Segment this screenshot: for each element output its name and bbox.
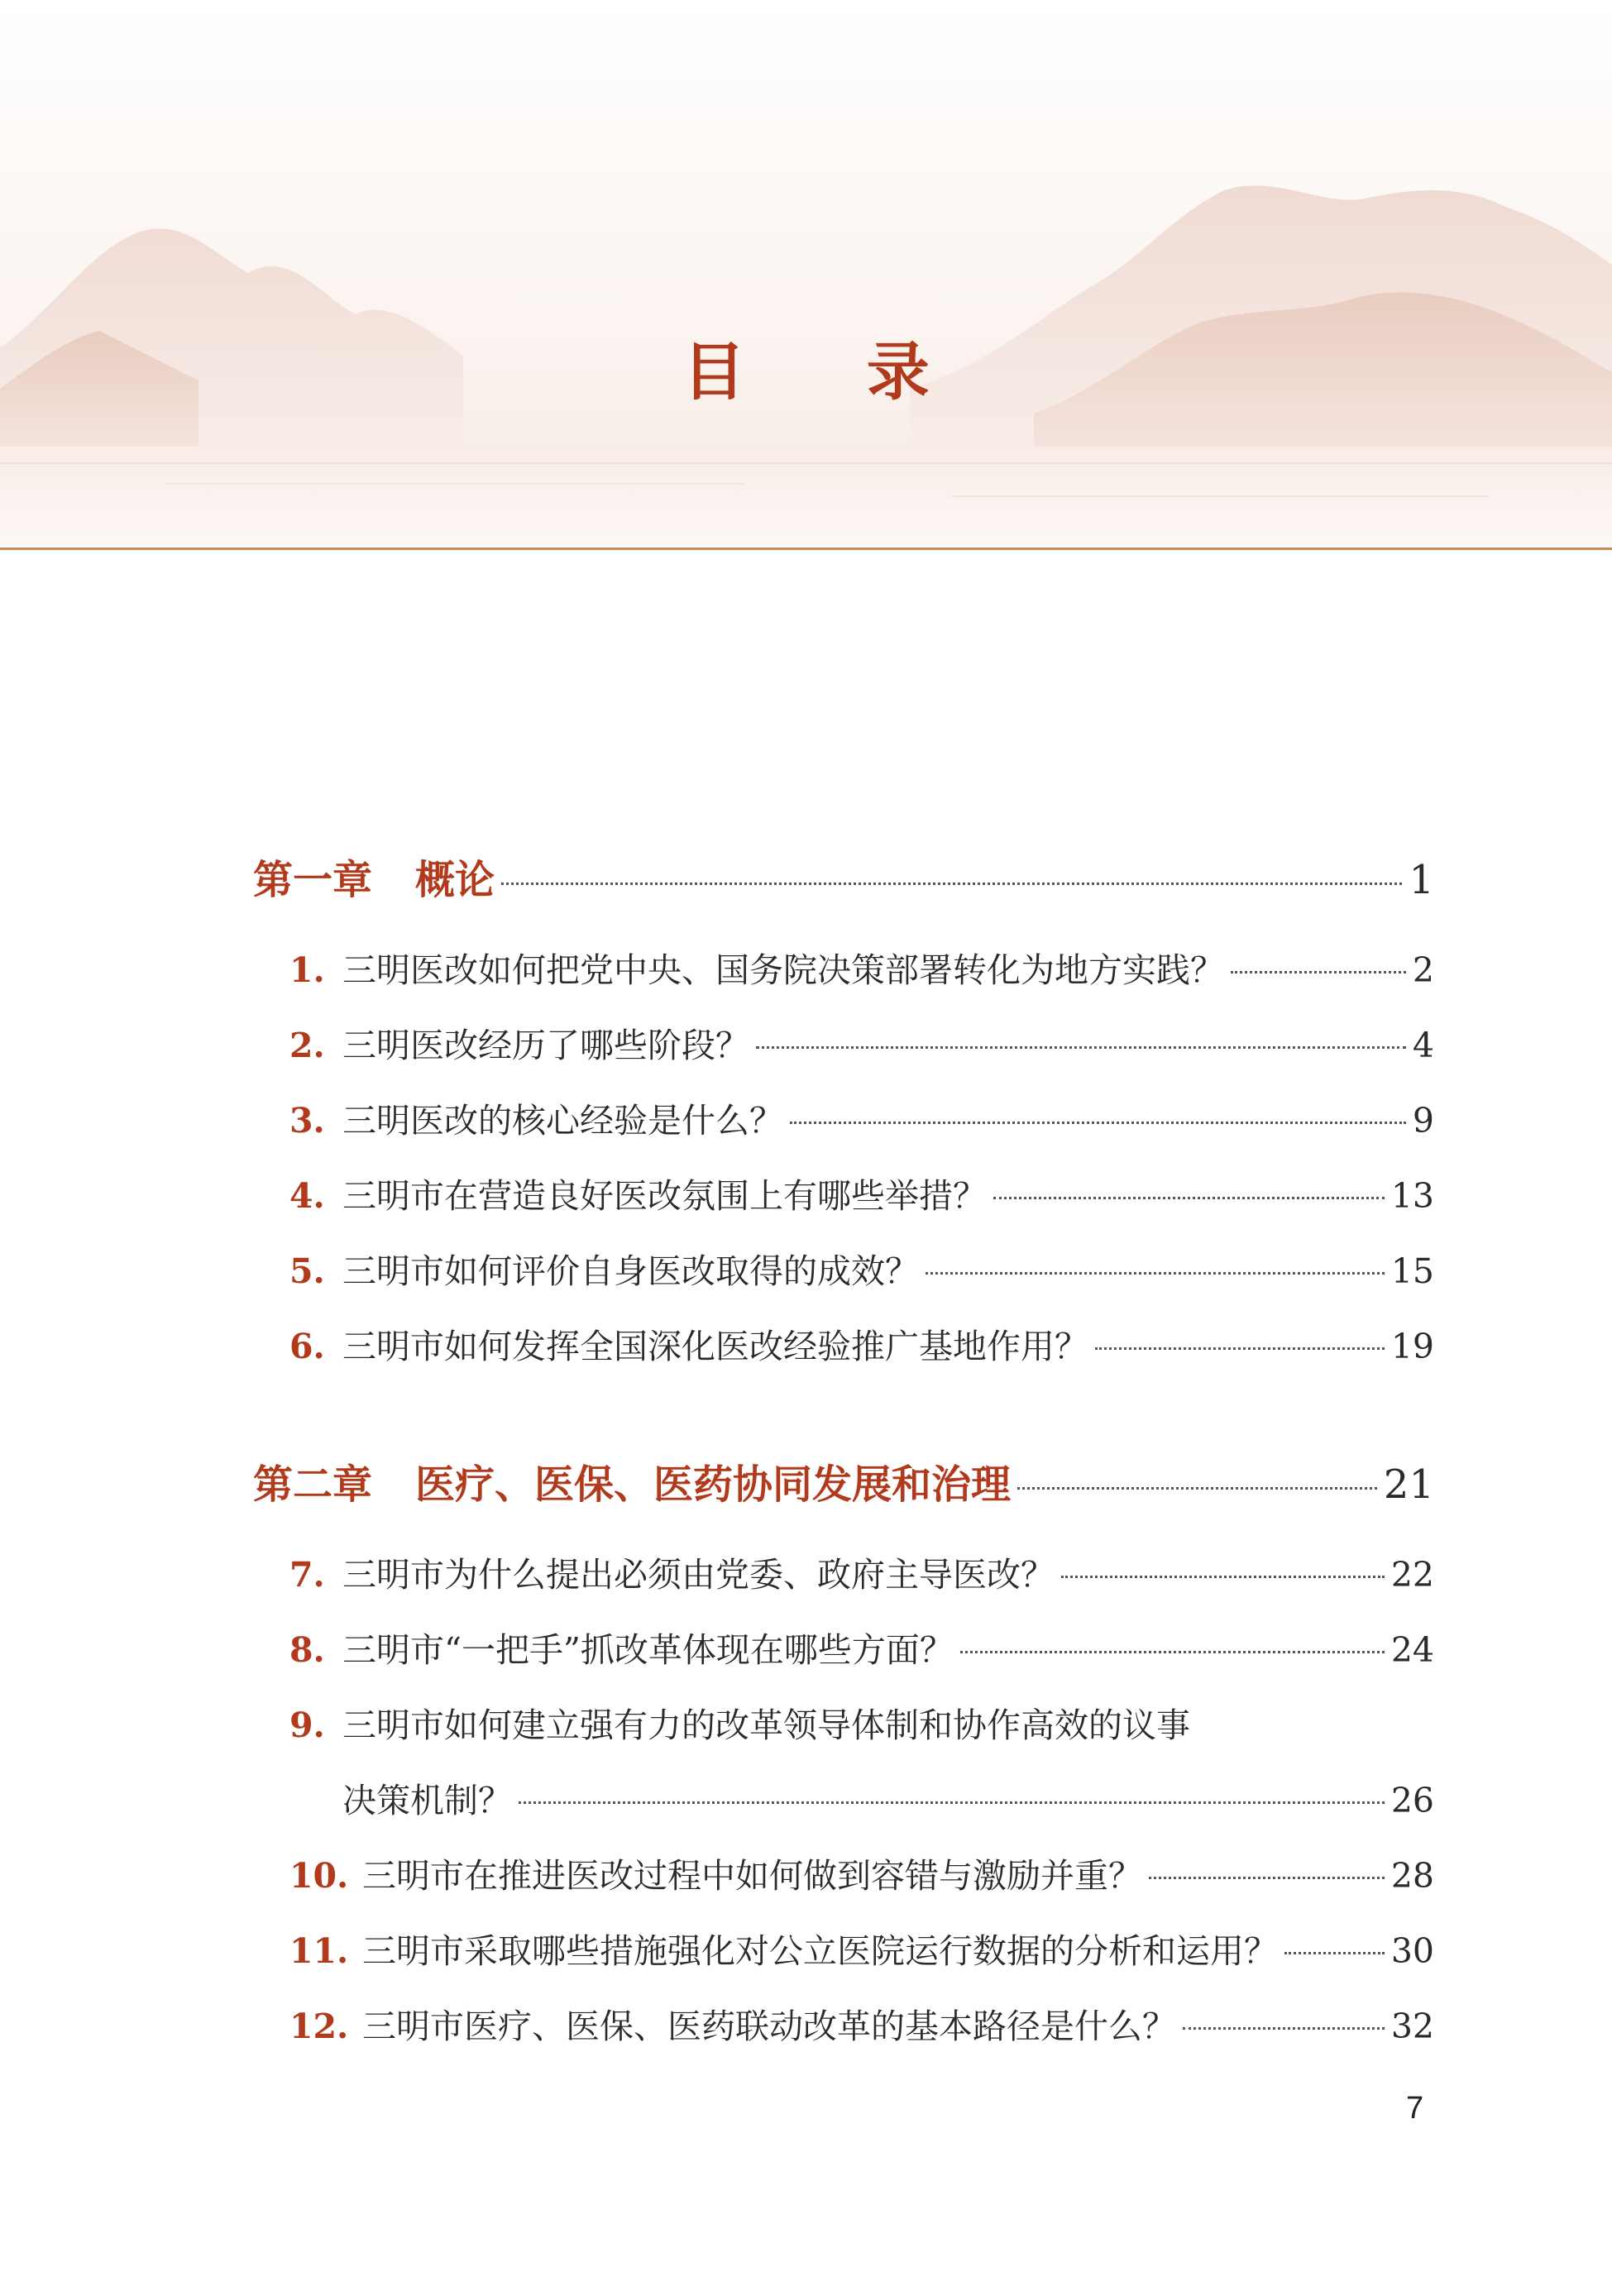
page-number: 22	[1390, 1555, 1434, 1595]
item-title: 三明市如何评价自身医改取得的成效？	[342, 1251, 919, 1291]
item-title: 三明市如何发挥全国深化医改经验推广基地作用？	[342, 1327, 1088, 1366]
page-number: 19	[1390, 1327, 1434, 1366]
dot-leader	[756, 1046, 1406, 1049]
toc-item-12[interactable]	[289, 2003, 1434, 2050]
page-number: 2	[1412, 950, 1434, 990]
toc-chapter-2[interactable]	[253, 1460, 1434, 1509]
item-number: 1.	[289, 950, 325, 990]
toc-item-1[interactable]	[289, 947, 1434, 993]
toc-item-11[interactable]	[289, 1928, 1434, 1974]
dot-leader	[1149, 1877, 1385, 1879]
item-title: 三明医改的核心经验是什么？	[342, 1101, 783, 1141]
item-number: 2.	[289, 1026, 325, 1065]
dot-leader	[1183, 2027, 1385, 2030]
toc-item-4[interactable]	[289, 1173, 1434, 1219]
chapter-label: 第一章	[253, 857, 373, 903]
dot-leader	[1095, 1347, 1385, 1350]
page-folio-number: 7	[1406, 2091, 1424, 2126]
dot-leader	[501, 883, 1402, 885]
item-title: 三明市在推进医改过程中如何做到容错与激励并重？	[362, 1856, 1142, 1896]
item-title: 三明市在营造良好医改氛围上有哪些举措？	[342, 1176, 987, 1216]
item-number: 12.	[289, 2007, 349, 2046]
item-number: 3.	[289, 1101, 325, 1141]
page-number: 32	[1390, 2007, 1434, 2046]
item-number: 9.	[289, 1705, 325, 1745]
dot-leader	[926, 1272, 1385, 1275]
page-number: 1	[1409, 857, 1434, 903]
item-title: 三明市“一把手”抓改革体现在哪些方面？	[342, 1630, 954, 1670]
page-number: 26	[1390, 1781, 1434, 1820]
page-number: 9	[1412, 1101, 1434, 1141]
item-title: 三明医改经历了哪些阶段？	[342, 1026, 749, 1065]
toc-item-7[interactable]	[289, 1552, 1434, 1598]
toc-item-3[interactable]	[289, 1098, 1434, 1144]
item-title: 三明市采取哪些措施强化对公立医院运行数据的分析和运用？	[362, 1931, 1278, 1971]
item-number: 10.	[289, 1856, 349, 1896]
page-title: 目 录	[682, 335, 979, 409]
toc-item-9-continuation[interactable]	[342, 1777, 1434, 1824]
item-number: 6.	[289, 1327, 325, 1366]
dot-leader	[993, 1197, 1385, 1199]
toc-item-5[interactable]	[289, 1248, 1434, 1294]
toc-chapter-1[interactable]	[253, 855, 1434, 905]
page-number: 13	[1390, 1176, 1434, 1216]
toc-item-8[interactable]	[289, 1627, 1434, 1673]
page-number: 30	[1390, 1931, 1434, 1971]
dot-leader	[1061, 1576, 1385, 1578]
dot-leader	[790, 1122, 1406, 1124]
toc-item-9[interactable]	[289, 1702, 1434, 1748]
toc-item-6[interactable]	[289, 1323, 1434, 1370]
page-number: 21	[1383, 1461, 1434, 1508]
item-number: 4.	[289, 1176, 325, 1216]
item-number: 11.	[289, 1931, 349, 1971]
item-title: 三明市为什么提出必须由党委、政府主导医改？	[342, 1555, 1055, 1595]
toc-item-10[interactable]	[289, 1853, 1434, 1899]
item-title: 三明市如何建立强有力的改革领导体制和协作高效的议事	[342, 1705, 1190, 1745]
dot-leader	[1231, 971, 1406, 973]
dot-leader	[1017, 1487, 1377, 1490]
item-title-continuation: 决策机制？	[342, 1781, 512, 1820]
toc-item-2[interactable]	[289, 1022, 1434, 1069]
dot-leader	[960, 1651, 1385, 1653]
dot-leader	[519, 1801, 1385, 1804]
page-number: 15	[1390, 1251, 1434, 1291]
chapter-title: 医疗、医保、医药协同发展和治理	[415, 1461, 1012, 1508]
page-number: 4	[1412, 1026, 1434, 1065]
item-title: 三明市医疗、医保、医药联动改革的基本路径是什么？	[362, 2007, 1176, 2046]
item-number: 5.	[289, 1251, 325, 1291]
item-title: 三明医改如何把党中央、国务院决策部署转化为地方实践？	[342, 950, 1224, 990]
chapter-label: 第二章	[253, 1461, 373, 1508]
item-number: 7.	[289, 1555, 325, 1595]
page-number: 28	[1390, 1856, 1434, 1896]
dot-leader	[1284, 1952, 1385, 1954]
page-number: 24	[1390, 1630, 1434, 1670]
item-number: 8.	[289, 1630, 325, 1670]
chapter-title: 概论	[415, 857, 495, 903]
